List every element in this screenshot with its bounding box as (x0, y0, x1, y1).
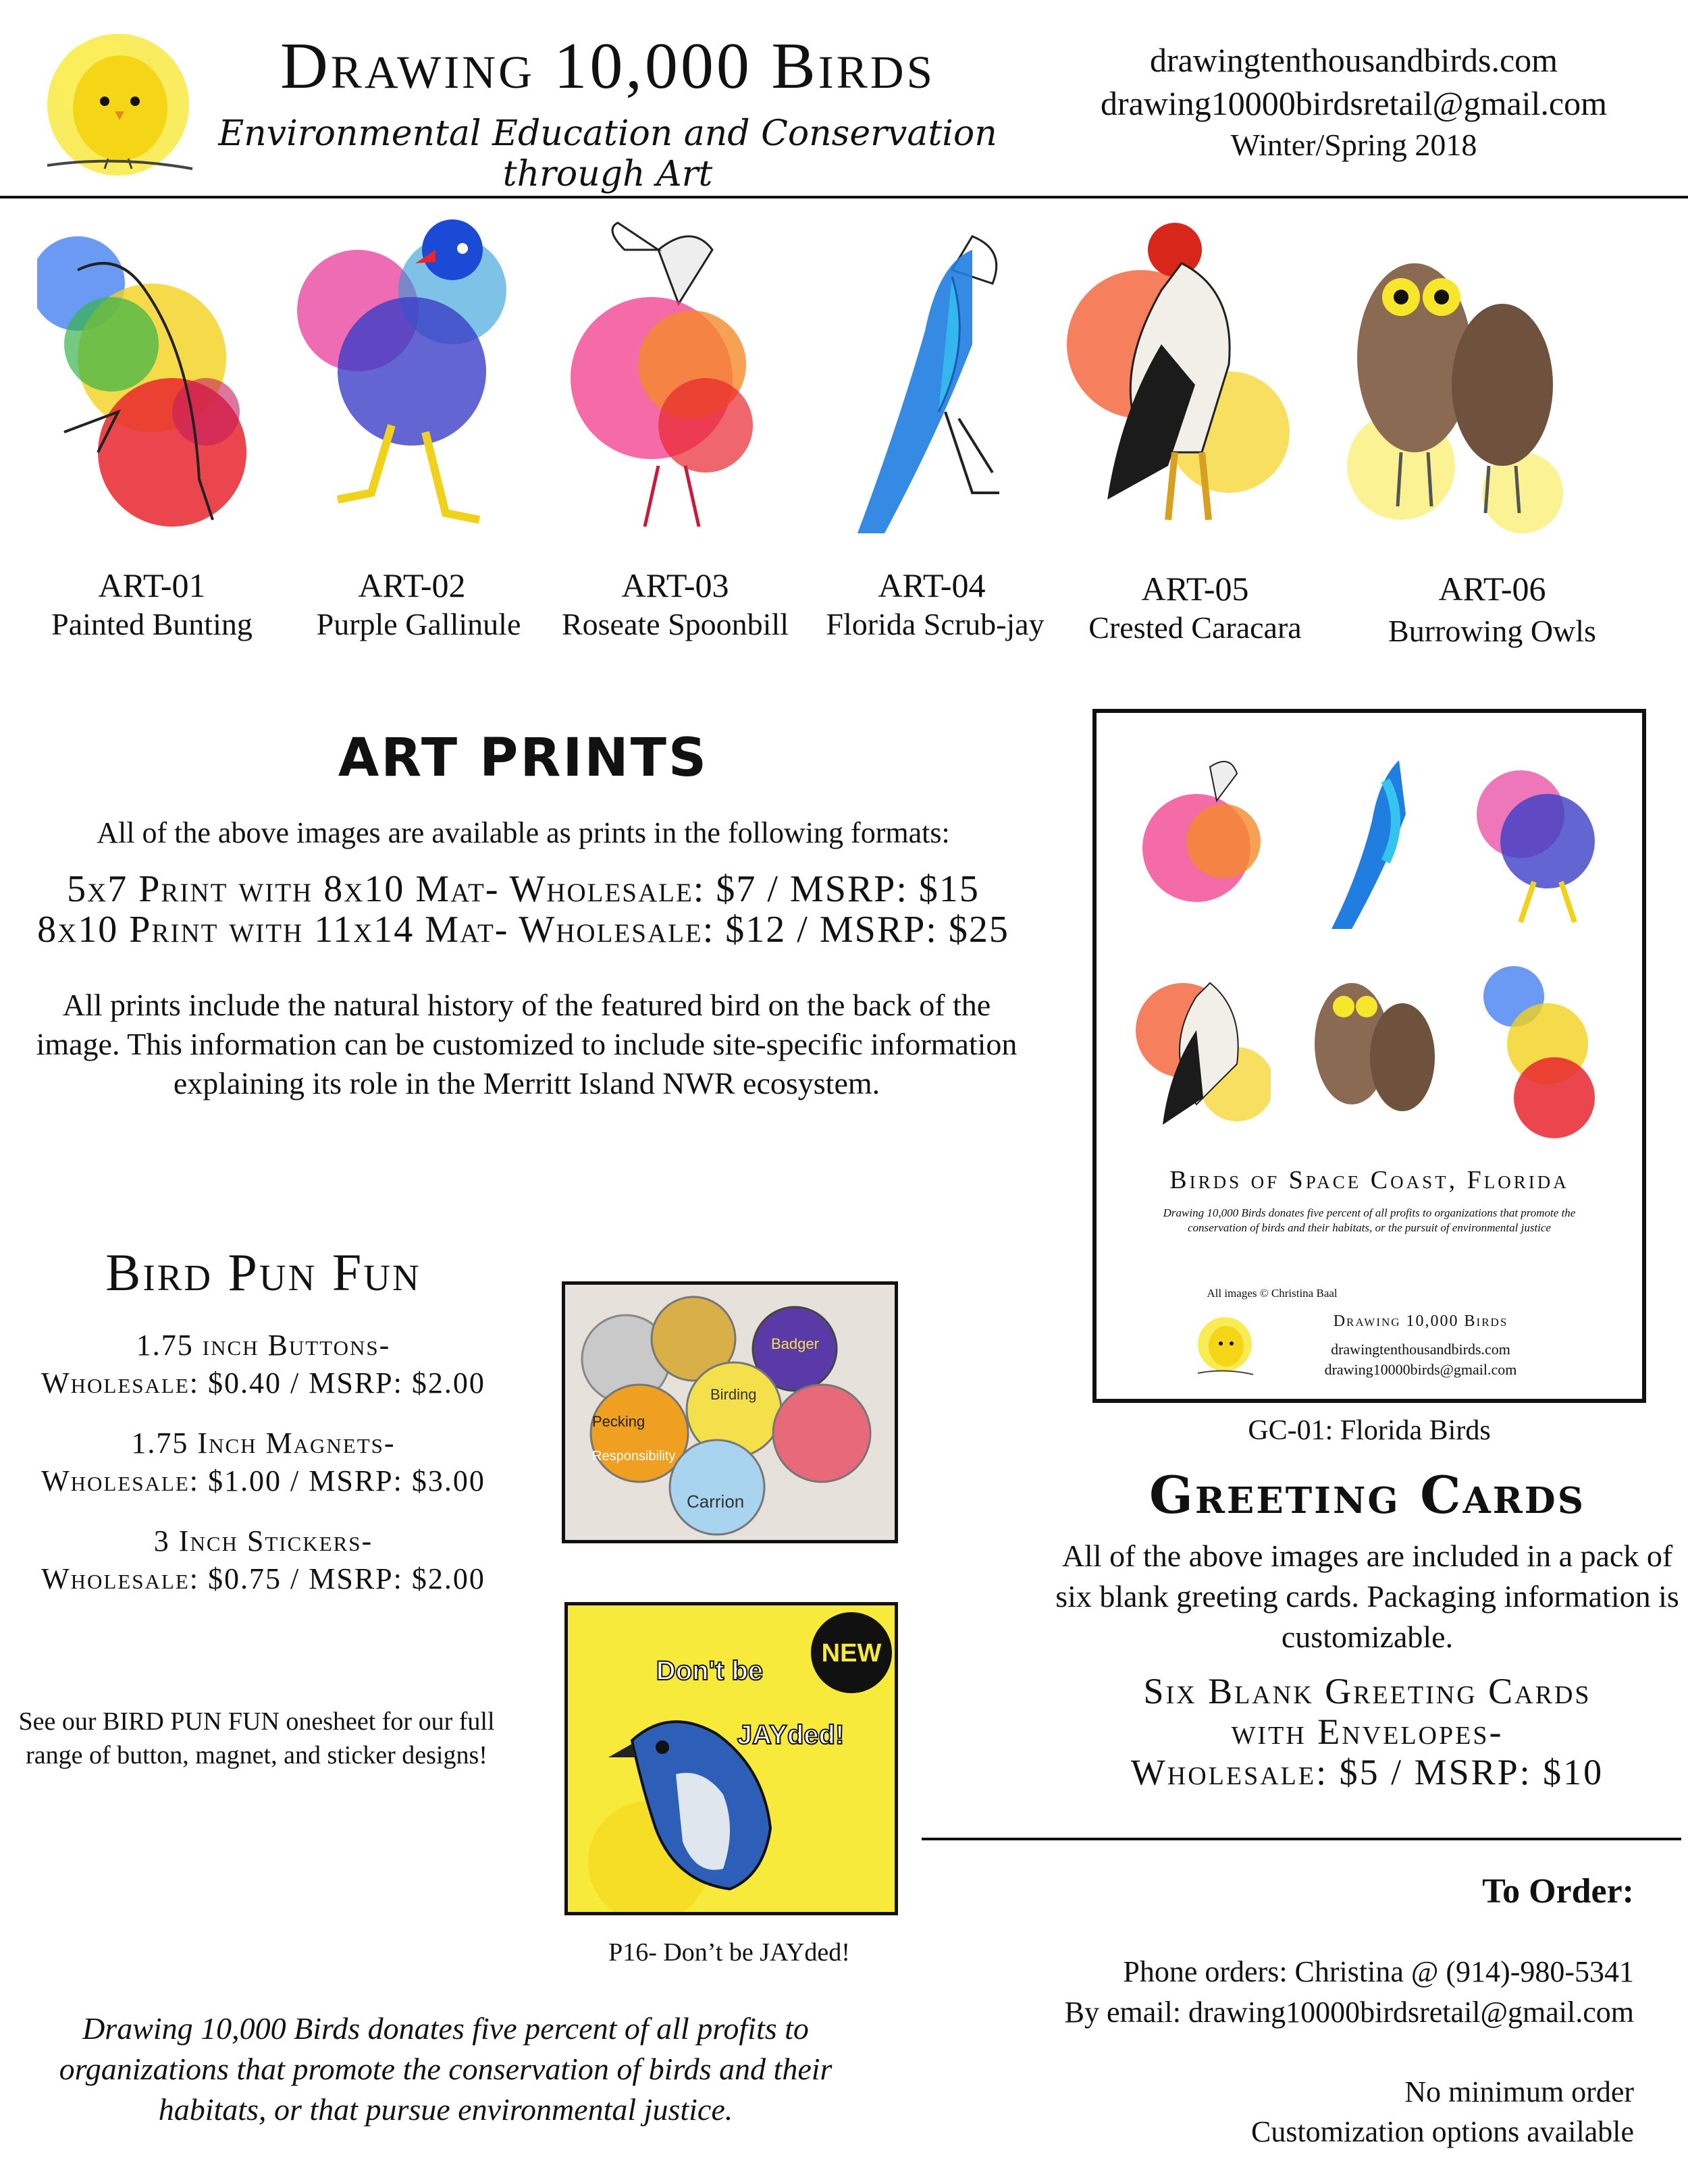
art-prints-heading: ART PRINTS (338, 728, 709, 789)
poster-credit: All images © Christina Baal (1207, 1287, 1338, 1300)
magnets-pricing (14, 1424, 513, 1500)
poster-brand-name: Drawing 10,000 Birds (1333, 1312, 1508, 1330)
art-02-code: ART-02 (358, 566, 466, 604)
logo-chick (34, 27, 203, 189)
header-website[interactable]: drawingtenthousandbirds.com (1149, 41, 1558, 79)
art-05-name: Crested Caracara (1088, 610, 1302, 645)
header-season: Winter/Spring 2018 (1230, 128, 1477, 162)
order-heading: To Order: (1482, 1872, 1634, 1911)
art-06-code: ART-06 (1438, 570, 1546, 608)
jayded-sticker-image[interactable] (564, 1602, 898, 1915)
art-03-name: Roseate Spoonbill (561, 607, 789, 641)
art-06-name: Burrowing Owls (1388, 614, 1596, 648)
page-title: Drawing 10,000 Birds (280, 30, 935, 103)
art-03-image[interactable] (557, 209, 780, 547)
art-02-image[interactable] (297, 209, 520, 547)
button-word-1: Pecking (592, 1413, 645, 1430)
button-word-3: Birding (710, 1386, 757, 1403)
poster-bunting-image (1473, 949, 1608, 1145)
art-01-name: Painted Bunting (51, 607, 253, 641)
art-01-image[interactable] (37, 209, 260, 547)
poster-email: drawing10000birds@gmail.com (1324, 1361, 1517, 1378)
poster-spoonbill-image (1136, 740, 1271, 936)
poster-logo-chick (1191, 1314, 1259, 1381)
art-prints-format-1: 5x7 Print with 8x10 Mat- Wholesale: $7 / MSRP: $15 (67, 868, 980, 910)
header-email[interactable]: drawing10000birdsretail@gmail.com (1100, 84, 1608, 122)
poster-title: Birds of Space Coast, Florida (1169, 1166, 1569, 1194)
poster-scrub-jay-image (1304, 740, 1440, 936)
buttons-pricing-line-1: 1.75 inch Buttons- (136, 1329, 391, 1362)
art-prints-note: All prints include the natural history of the featured bird on the back of the image. This information can be customized to include site-specific information explaining its role in the Merritt Island NWR ecosystem. (36, 988, 1018, 1100)
art-05-code: ART-05 (1141, 570, 1249, 608)
jay-text-line-2: JAYded! (737, 1720, 845, 1750)
greeting-card-poster[interactable] (1092, 709, 1646, 1403)
header-divider (0, 196, 1688, 198)
art-04-name: Florida Scrub-jay (826, 607, 1045, 641)
button-word-5: Carrion (687, 1491, 745, 1512)
greeting-cards-description: All of the above images are included in a pack of six blank greeting cards. Packaging information is customizable. (1055, 1539, 1679, 1654)
art-02-name: Purple Gallinule (316, 607, 521, 641)
art-05-image[interactable] (1067, 209, 1290, 547)
bird-pun-fun-see-more: See our BIRD PUN FUN onesheet for our full range of button, magnet, and sticker designs! (18, 1707, 495, 1769)
poster-caracara-image (1136, 949, 1271, 1145)
stickers-pricing-line-2: Wholesale: $0.75 / MSRP: $2.00 (41, 1562, 485, 1595)
art-prints-intro: All of the above images are available as prints in the following formats: (97, 816, 950, 849)
order-divider (922, 1838, 1681, 1840)
greeting-card-caption: GC-01: Florida Birds (1248, 1415, 1491, 1446)
donation-statement: Drawing 10,000 Birds donates five percent of all profits to organizations that promote the conservation of birds and their habitats, or that pursue environmental justice. (59, 2011, 833, 2127)
poster-gallinule-image (1473, 740, 1608, 936)
button-word-2: Responsibility (592, 1449, 676, 1464)
greeting-cards-heading: Greeting Cards (1149, 1465, 1586, 1525)
order-email[interactable]: By email: drawing10000birdsretail@gmail.com (1064, 1996, 1634, 2029)
jayded-caption: P16- Don’t be JAYded! (608, 1938, 850, 1967)
order-phone[interactable]: Phone orders: Christina @ (914)-980-5341 (1123, 1955, 1634, 1988)
magnets-pricing-line-1: 1.75 Inch Magnets- (131, 1427, 396, 1460)
magnets-pricing-line-2: Wholesale: $1.00 / MSRP: $3.00 (41, 1464, 485, 1497)
buttons-photo[interactable] (562, 1281, 898, 1543)
greeting-cards-pricing-line-3: Wholesale: $5 / MSRP: $10 (1130, 1752, 1604, 1792)
art-06-image[interactable] (1340, 209, 1563, 547)
new-badge: NEW (821, 1639, 882, 1668)
art-01-code: ART-01 (98, 566, 206, 604)
jay-text-line-1: Don't be (656, 1656, 764, 1686)
buttons-pricing-line-2: Wholesale: $0.40 / MSRP: $2.00 (41, 1366, 485, 1400)
stickers-pricing (14, 1522, 513, 1598)
poster-website: drawingtenthousandbirds.com (1331, 1341, 1510, 1358)
art-04-image[interactable] (817, 209, 1040, 547)
greeting-cards-pricing (1053, 1671, 1681, 1792)
buttons-pricing (14, 1327, 513, 1402)
poster-donate-note: Drawing 10,000 Birds donates five percent of all profits to organizations that promote the conservation of birds and their habitats, or the pursuit of environmental justice (1163, 1206, 1576, 1234)
bird-pun-fun-heading: Bird Pun Fun (105, 1243, 421, 1302)
page-tagline: Environmental Education and Conservation through Art (218, 113, 997, 194)
greeting-cards-pricing-line-1: Six Blank Greeting Cards (1143, 1671, 1591, 1711)
stickers-pricing-line-1: 3 Inch Stickers- (153, 1524, 373, 1557)
greeting-cards-pricing-line-2: with Envelopes- (1231, 1711, 1504, 1752)
art-prints-format-2: 8x10 Print with 11x14 Mat- Wholesale: $12 / MSRP: $25 (37, 909, 1009, 951)
poster-owls-image (1304, 949, 1440, 1145)
button-word-4: Badger (771, 1335, 819, 1352)
art-03-code: ART-03 (621, 566, 729, 604)
order-minimum: No minimum order (1404, 2075, 1634, 2108)
art-04-code: ART-04 (878, 566, 986, 604)
order-customization: Customization options available (1250, 2115, 1634, 2148)
